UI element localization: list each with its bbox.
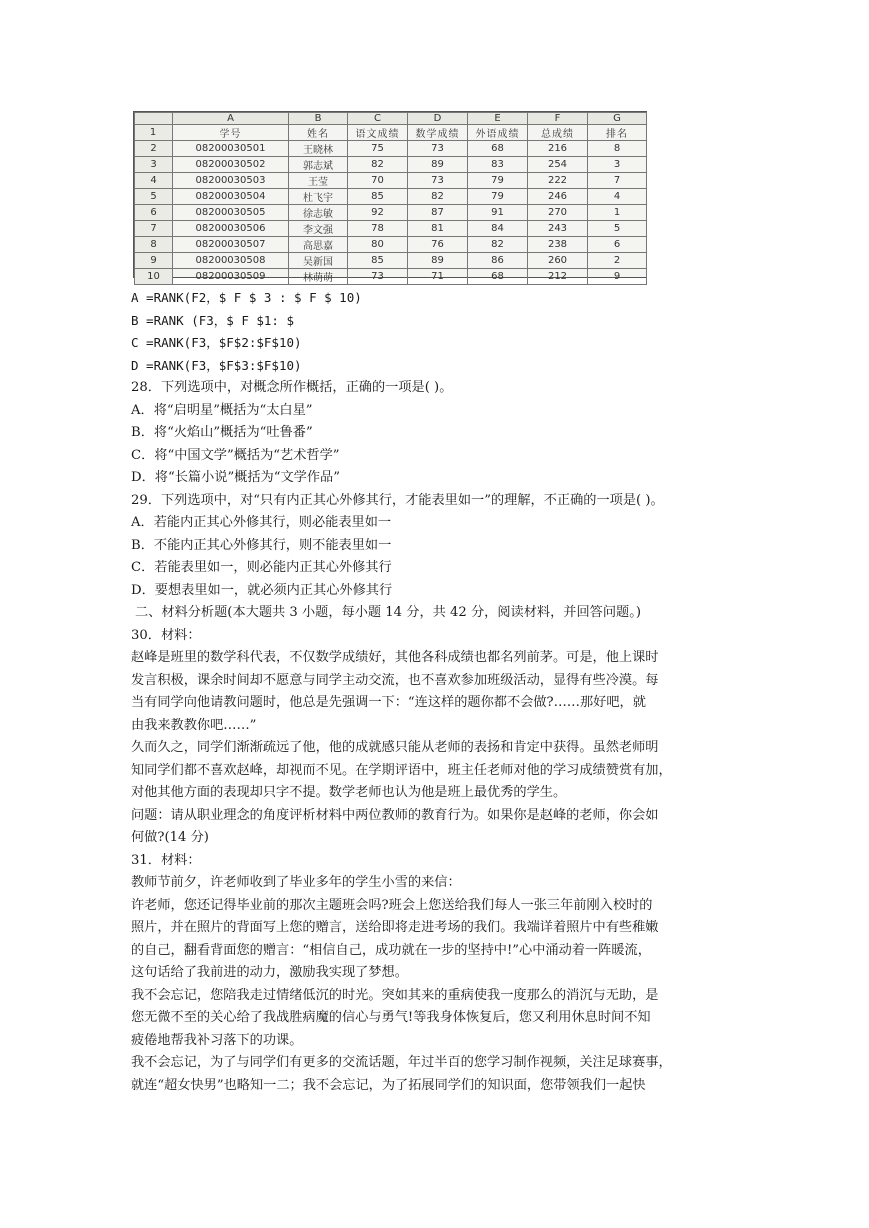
table-cell: 85 <box>348 189 408 205</box>
row-number: 9 <box>135 253 173 269</box>
table-cell: 91 <box>468 205 528 221</box>
table-cell: 84 <box>468 221 528 237</box>
table-cell: 83 <box>468 157 528 173</box>
table-cell: 王晓林 <box>289 141 348 157</box>
option-c-formula: C =RANK(F3，$F$2:$F$10) <box>131 335 302 350</box>
table-cell: 73 <box>348 269 408 285</box>
table-cell: 徐志敏 <box>289 205 348 221</box>
table-cell: 08200030509 <box>173 269 289 285</box>
table-cell: 2 <box>588 253 647 269</box>
table-row <box>135 141 647 157</box>
row-number: 8 <box>135 237 173 253</box>
paragraph-line: 赵峰是班里的数学科代表，不仅数学成绩好，其他各科成绩也都名列前茅。可是，他上课时 <box>131 650 659 665</box>
paragraph-line: 知同学们都不喜欢赵峰，却视而不见。在学期评语中，班主任老师对他的学习成绩赞赏有加， <box>131 762 672 778</box>
table-cell: 9 <box>588 269 647 285</box>
table-cell: 216 <box>528 141 588 157</box>
paragraph-line: 就连“超女快男”也略知一二；我不会忘记，为了拓展同学们的知识面，您带领我们一起快 <box>131 1077 646 1093</box>
paragraph-line: 我不会忘记，您陪我走过情绪低沉的时光。突如其来的重病使我一度那么的消沉与无助，是 <box>131 987 659 1003</box>
table-cell: 68 <box>468 269 528 285</box>
row-number: 6 <box>135 205 173 221</box>
question-29: 29．下列选项中，对“只有内正其心外修其行，才能表里如一”的理解，不正确的一项是( )。 <box>131 492 664 508</box>
question-30-label: 30．材料： <box>131 627 201 643</box>
paragraph-line: 教师节前夕，许老师收到了毕业多年的学生小雪的来信： <box>131 875 461 890</box>
question-28-option-a: A．将“启明星”概括为“太白星” <box>131 402 313 418</box>
table-cell: 79 <box>468 189 528 205</box>
paragraph-line: 的自己，翻看背面您的赠言：“相信自己，成功就在一步的坚持中!”心中涌动着一阵暖流， <box>131 942 651 958</box>
spreadsheet-image <box>133 111 647 284</box>
table-cell: 6 <box>588 237 647 253</box>
column-letter: D <box>408 113 468 125</box>
question-31-label: 31．材料： <box>131 852 201 868</box>
table-cell: 212 <box>528 269 588 285</box>
table-cell: 71 <box>408 269 468 285</box>
table-cell: 学号 <box>173 125 289 141</box>
table-cell: 75 <box>348 141 408 157</box>
table-cell: 73 <box>408 141 468 157</box>
paragraph-line: 当有同学向他请教问题时，他总是先强调一下：“连这样的题你都不会做?……那好吧，就 <box>131 695 646 710</box>
table-row <box>135 221 647 237</box>
question-28-option-c: C．将“中国文学”概括为“艺术哲学” <box>131 447 340 463</box>
paragraph-line: 对他其他方面的表现却只字不提。数学老师也认为他是班上最优秀的学生。 <box>131 785 567 800</box>
table-cell: 08200030503 <box>173 173 289 189</box>
table-cell: 222 <box>528 173 588 189</box>
table-cell: 82 <box>468 237 528 253</box>
table-row <box>135 189 647 205</box>
section-heading: 二、材料分析题(本大题共 3 小题，每小题 14 分，共 42 分，阅读材料，并回答问题。) <box>135 605 641 620</box>
table-cell: 70 <box>348 173 408 189</box>
table-cell: 外语成绩 <box>468 125 528 141</box>
table-cell: 246 <box>528 189 588 205</box>
table-cell: 08200030507 <box>173 237 289 253</box>
document-body <box>131 287 743 1097</box>
table-cell: 76 <box>408 237 468 253</box>
table-cell: 08200030508 <box>173 253 289 269</box>
table-cell: 68 <box>468 141 528 157</box>
paragraph-line: 久而久之，同学们渐渐疏远了他，他的成就感只能从老师的表扬和肯定中获得。虽然老师明 <box>131 740 659 755</box>
question-29-option-c: C．若能表里如一，则必能内正其心外修其行 <box>131 560 392 575</box>
paragraph-line: 发言积极，课余时间却不愿意与同学主动交流，也不喜欢参加班级活动，显得有些冷漠。每 <box>131 672 659 688</box>
question-28-option-b: B．将“火焰山”概括为“吐鲁番” <box>131 425 313 440</box>
table-cell: 238 <box>528 237 588 253</box>
row-number: 2 <box>135 141 173 157</box>
table-cell: 89 <box>408 157 468 173</box>
row-number: 1 <box>135 125 173 141</box>
table-cell: 08200030505 <box>173 205 289 221</box>
row-number: 7 <box>135 221 173 237</box>
paragraph-line: 您无微不至的关心给了我战胜病魔的信心与勇气!等我身体恢复后，您又利用休息时间不知 <box>131 1010 651 1025</box>
table-cell: 数学成绩 <box>408 125 468 141</box>
table-cell: 85 <box>348 253 408 269</box>
row-number: 4 <box>135 173 173 189</box>
table-cell: 243 <box>528 221 588 237</box>
spreadsheet-table <box>134 112 647 285</box>
table-cell: 87 <box>408 205 468 221</box>
paragraph-line: 这句话给了我前进的动力，激励我实现了梦想。 <box>131 965 408 980</box>
paragraph-line: 疲倦地帮我补习落下的功课。 <box>131 1032 303 1048</box>
table-row <box>135 157 647 173</box>
question-30-prompt: 何做?(14 分) <box>131 830 209 845</box>
table-cell: 3 <box>588 157 647 173</box>
table-cell: 姓名 <box>289 125 348 141</box>
table-cell: 254 <box>528 157 588 173</box>
paragraph-line: 由我来教教你吧……” <box>131 717 257 733</box>
table-cell: 语文成绩 <box>348 125 408 141</box>
question-29-option-a: A．若能内正其心外修其行，则必能表里如一 <box>131 515 392 530</box>
table-row <box>135 269 647 285</box>
paragraph-line: 许老师，您还记得毕业前的那次主题班会吗?班会上您送给我们每人一张三年前刚入校时的 <box>131 897 653 913</box>
table-cell: 81 <box>408 221 468 237</box>
table-cell: 08200030502 <box>173 157 289 173</box>
question-29-option-d: D．要想表里如一，就必须内正其心外修其行 <box>131 582 393 598</box>
table-cell: 270 <box>528 205 588 221</box>
table-cell: 78 <box>348 221 408 237</box>
table-cell: 73 <box>408 173 468 189</box>
table-cell: 王莹 <box>289 173 348 189</box>
table-cell: 82 <box>348 157 408 173</box>
column-letter-row <box>135 113 647 125</box>
option-a-formula: A =RANK(F2，$ F $ 3 : $ F $ 10) <box>131 290 362 305</box>
table-row <box>135 205 647 221</box>
table-cell: 260 <box>528 253 588 269</box>
column-letter: B <box>289 113 348 125</box>
paragraph-line: 照片，并在照片的背面写上您的赠言，送给即将走进考场的我们。我端详着照片中有些稚嫩 <box>131 920 659 935</box>
table-cell: 08200030506 <box>173 221 289 237</box>
row-number: 5 <box>135 189 173 205</box>
table-cell: 79 <box>468 173 528 189</box>
paragraph-line: 我不会忘记，为了与同学们有更多的交流话题，年过半百的您学习制作视频，关注足球赛事， <box>131 1055 672 1070</box>
table-cell: 7 <box>588 173 647 189</box>
table-cell: 92 <box>348 205 408 221</box>
table-cell: 89 <box>408 253 468 269</box>
column-letter: F <box>528 113 588 125</box>
table-cell: 82 <box>408 189 468 205</box>
table-cell: 1 <box>588 205 647 221</box>
row-number: 10 <box>135 269 173 285</box>
question-28: 28．下列选项中，对概念所作概括，正确的一项是( )。 <box>131 380 453 395</box>
column-letter: A <box>173 113 289 125</box>
row-number: 3 <box>135 157 173 173</box>
table-cell: 4 <box>588 189 647 205</box>
table-cell: 李文强 <box>289 221 348 237</box>
corner-cell <box>135 113 173 125</box>
table-row <box>135 125 647 141</box>
table-cell: 高思嘉 <box>289 237 348 253</box>
table-cell: 80 <box>348 237 408 253</box>
column-letter: G <box>588 113 647 125</box>
question-28-option-d: D．将“长篇小说”概括为“文学作品” <box>131 470 340 485</box>
table-cell: 林萌萌 <box>289 269 348 285</box>
column-letter: E <box>468 113 528 125</box>
table-cell: 郭志斌 <box>289 157 348 173</box>
question-30-prompt: 问题：请从职业理念的角度评析材料中两位教师的教育行为。如果你是赵峰的老师，你会如 <box>131 807 659 823</box>
table-cell: 86 <box>468 253 528 269</box>
table-row <box>135 237 647 253</box>
table-cell: 08200030504 <box>173 189 289 205</box>
question-29-option-b: B．不能内正其心外修其行，则不能表里如一 <box>131 537 392 553</box>
option-b-formula: B =RANK (F3，$ F $1: $ <box>131 312 295 328</box>
table-cell: 吴新国 <box>289 253 348 269</box>
table-row <box>135 173 647 189</box>
table-cell: 08200030501 <box>173 141 289 157</box>
option-d-formula: D =RANK(F3，$F$3:$F$10) <box>131 357 302 373</box>
table-cell: 5 <box>588 221 647 237</box>
table-row <box>135 253 647 269</box>
table-cell: 排名 <box>588 125 647 141</box>
table-cell: 杜飞宇 <box>289 189 348 205</box>
column-letter: C <box>348 113 408 125</box>
table-cell: 总成绩 <box>528 125 588 141</box>
table-cell: 8 <box>588 141 647 157</box>
